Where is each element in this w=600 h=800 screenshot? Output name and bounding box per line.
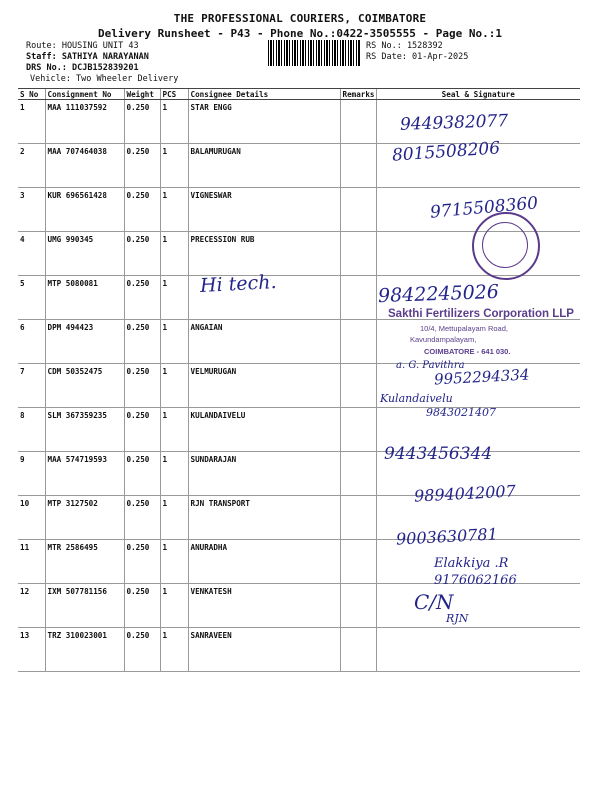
vehicle-label: Vehicle: Two Wheeler Delivery (30, 74, 179, 84)
cell-pcs: 1 (160, 496, 188, 540)
cell-weight: 0.250 (124, 100, 160, 144)
handwritten-phone: 9003630781 (395, 524, 499, 549)
handwritten-name: Kulandaivelu (380, 392, 453, 405)
cell-consignment: MTP 5080081 (45, 276, 124, 320)
cell-weight: 0.250 (124, 320, 160, 364)
cell-pcs: 1 (160, 540, 188, 584)
cell-sno: 13 (18, 628, 45, 672)
cell-sno: 11 (18, 540, 45, 584)
seal-address-line: Kavundampalayam, (410, 335, 477, 344)
cell-pcs: 1 (160, 628, 188, 672)
barcode (268, 40, 360, 66)
drs-label: DRS No.: DCJB152839201 (26, 63, 139, 73)
handwritten-phone: 9449382077 (399, 111, 509, 135)
cell-signature (376, 584, 580, 628)
cell-remarks (340, 364, 376, 408)
seal-address-line: COIMBATORE - 641 030. (424, 347, 511, 356)
cell-consignment: IXM 507781156 (45, 584, 124, 628)
cell-pcs: 1 (160, 452, 188, 496)
handwritten-phone: 8015508206 (391, 138, 501, 166)
staff-label: Staff: SATHIYA NARAYANAN (26, 52, 149, 62)
col-pcs: PCS (160, 89, 188, 100)
seal-company-name: Sakthi Fertilizers Corporation LLP (388, 308, 574, 320)
cell-weight: 0.250 (124, 144, 160, 188)
runsheet-subtitle: Delivery Runsheet - P43 - Phone No.:0422-3505555 - Page No.:1 (98, 27, 502, 40)
cell-weight: 0.250 (124, 628, 160, 672)
col-weight: Weight (124, 89, 160, 100)
cell-consignment: MAA 574719593 (45, 452, 124, 496)
cell-consignment: CDM 50352475 (45, 364, 124, 408)
seal-address-line: 10/4, Mettupalayam Road, (420, 324, 508, 333)
cell-weight: 0.250 (124, 452, 160, 496)
cell-consignee: ANGAIAN (188, 320, 340, 364)
cell-remarks (340, 540, 376, 584)
cell-remarks (340, 584, 376, 628)
handwritten-name: a. G. Pavithra (396, 360, 465, 371)
cell-remarks (340, 496, 376, 540)
cell-remarks (340, 320, 376, 364)
cell-remarks (340, 628, 376, 672)
table-header-row (18, 89, 580, 100)
cell-consignee: RJN TRANSPORT (188, 496, 340, 540)
cell-consignment: MAA 111037592 (45, 100, 124, 144)
cell-sno: 5 (18, 276, 45, 320)
handwritten-cn: C/N (414, 590, 454, 614)
cell-pcs: 1 (160, 276, 188, 320)
cell-pcs: 1 (160, 100, 188, 144)
cell-consignment: KUR 696561428 (45, 188, 124, 232)
cell-consignee: KULANDAIVELU (188, 408, 340, 452)
company-stamp (472, 212, 540, 280)
cell-consignee: STAR ENGG (188, 100, 340, 144)
cell-signature (376, 628, 580, 672)
cell-consignee: PRECESSION RUB (188, 232, 340, 276)
company-stamp-inner (482, 222, 528, 268)
cell-weight: 0.250 (124, 496, 160, 540)
cell-sno: 2 (18, 144, 45, 188)
table-row (18, 584, 580, 628)
col-signature: Seal & Signature (376, 89, 580, 100)
cell-consignment: MAA 707464038 (45, 144, 124, 188)
cell-weight: 0.250 (124, 584, 160, 628)
handwritten-phone: 9443456344 (384, 444, 493, 464)
col-remarks: Remarks (340, 89, 376, 100)
cell-pcs: 1 (160, 232, 188, 276)
company-title: THE PROFESSIONAL COURIERS, COIMBATORE (173, 12, 427, 25)
cell-weight: 0.250 (124, 540, 160, 584)
rs-number: RS No.: 1528392 (366, 41, 443, 51)
cell-remarks (340, 452, 376, 496)
cell-pcs: 1 (160, 584, 188, 628)
handwritten-phone: 9176062166 (434, 573, 517, 588)
cell-consignee: VENKATESH (188, 584, 340, 628)
table-row (18, 628, 580, 672)
cell-consignee: BALAMURUGAN (188, 144, 340, 188)
handwritten-phone: 9894042007 (413, 481, 517, 506)
cell-consignee: SUNDARAJAN (188, 452, 340, 496)
cell-remarks (340, 144, 376, 188)
cell-sno: 12 (18, 584, 45, 628)
cell-weight: 0.250 (124, 364, 160, 408)
cell-sno: 3 (18, 188, 45, 232)
cell-sno: 10 (18, 496, 45, 540)
cell-sno: 4 (18, 232, 45, 276)
col-sno: S No (18, 89, 45, 100)
cell-remarks (340, 232, 376, 276)
cell-consignment: MTP 3127502 (45, 496, 124, 540)
handwritten-note: Hi tech. (199, 271, 278, 297)
cell-weight: 0.250 (124, 276, 160, 320)
rs-date: RS Date: 01-Apr-2025 (366, 52, 469, 62)
cell-consignment: DPM 494423 (45, 320, 124, 364)
handwritten-name: Elakkiya .R (434, 556, 509, 571)
cell-pcs: 1 (160, 408, 188, 452)
cell-sno: 8 (18, 408, 45, 452)
col-consignee: Consignee Details (188, 89, 340, 100)
cell-pcs: 1 (160, 188, 188, 232)
route-label: Route: HOUSING UNIT 43 (26, 41, 139, 51)
handwritten-phone: 9842245026 (377, 280, 500, 308)
handwritten-phone: 9715508360 (429, 193, 539, 223)
cell-remarks (340, 276, 376, 320)
cell-sno: 6 (18, 320, 45, 364)
cell-pcs: 1 (160, 320, 188, 364)
cell-pcs: 1 (160, 144, 188, 188)
col-consignment: Consignment No (45, 89, 124, 100)
cell-remarks (340, 188, 376, 232)
cell-weight: 0.250 (124, 232, 160, 276)
cell-remarks (340, 100, 376, 144)
cell-consignee: SANRAVEEN (188, 628, 340, 672)
cell-consignment: SLM 367359235 (45, 408, 124, 452)
cell-sno: 7 (18, 364, 45, 408)
cell-weight: 0.250 (124, 408, 160, 452)
cell-consignee: VIGNESWAR (188, 188, 340, 232)
cell-sno: 1 (18, 100, 45, 144)
cell-sno: 9 (18, 452, 45, 496)
cell-remarks (340, 408, 376, 452)
cell-consignee: ANURADHA (188, 540, 340, 584)
cell-pcs: 1 (160, 364, 188, 408)
handwritten-phone: 9843021407 (426, 406, 496, 419)
cell-consignment: TRZ 310023001 (45, 628, 124, 672)
handwritten-phone: 9952294334 (433, 365, 530, 389)
cell-consignment: UMG 990345 (45, 232, 124, 276)
cell-consignee: VELMURUGAN (188, 364, 340, 408)
cell-weight: 0.250 (124, 188, 160, 232)
cell-consignment: MTR 2586495 (45, 540, 124, 584)
handwritten-rjn: RJN (446, 612, 469, 625)
